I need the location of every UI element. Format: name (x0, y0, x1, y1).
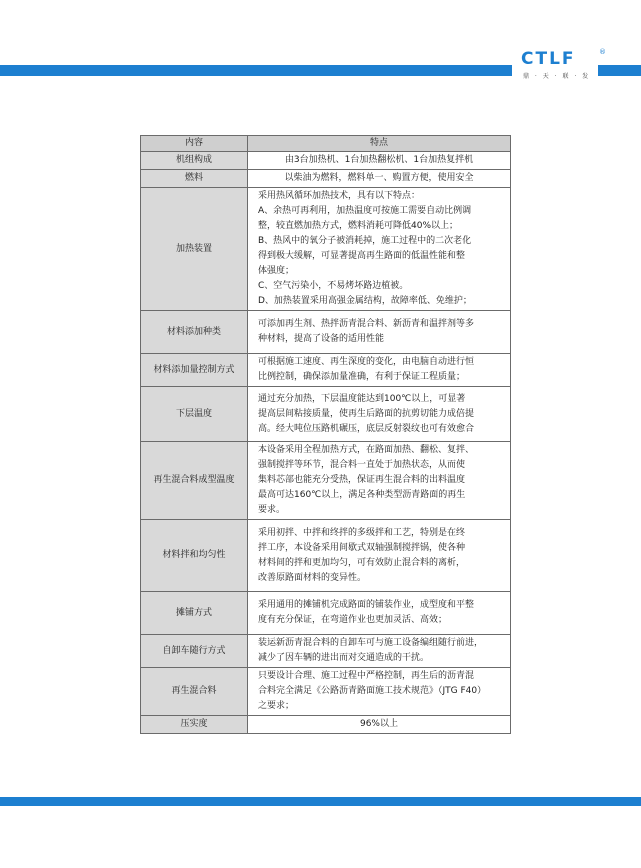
table-row (141, 311, 511, 354)
logo-text: CTLF (521, 49, 576, 69)
row-feature (248, 311, 511, 354)
header-features: 特点 (248, 136, 511, 152)
feature-line: 材料间的拌和更加均匀，可有效防止混合料的离析， (258, 557, 466, 568)
feature-line: 以柴油为燃料，燃料单一、购置方便，使用安全 (284, 173, 474, 183)
table-row (141, 387, 511, 442)
row-feature (248, 520, 511, 592)
feature-line: 可添加再生剂、热拌沥青混合料、新沥青和温拌剂等多 (258, 319, 475, 329)
row-feature (248, 188, 511, 311)
feature-line: 要求。 (258, 505, 286, 515)
feature-line: 96%以上 (359, 719, 398, 729)
feature-line: 提高层间粘接质量，使再生后路面的抗剪切能力成倍提 (258, 408, 475, 419)
table-row (141, 442, 511, 520)
registered-mark: ® (599, 48, 606, 56)
row-feature (248, 716, 511, 734)
table-body (141, 152, 511, 734)
feature-line: 拌工序，本设备采用间歇式双轴强制搅拌锅，使各种 (258, 542, 466, 553)
feature-line: 强制搅拌等环节，混合料一直处于加热状态，从而使 (258, 460, 466, 470)
feature-line: 装运新沥青混合料的自卸车可与施工设备编组随行前进， (258, 638, 484, 648)
bottom-accent-band (0, 797, 641, 806)
row-label: 再生混合料成型温度 (141, 442, 248, 520)
row-feature (248, 635, 511, 668)
row-feature (248, 592, 511, 635)
table-row (141, 354, 511, 387)
row-label: 自卸车随行方式 (141, 635, 248, 668)
row-feature (248, 387, 511, 442)
feature-line: B、热风中的氧分子被消耗掉，施工过程中的二次老化 (258, 236, 472, 246)
feature-line: 只要设计合理、施工过程中严格控制，再生后的沥青混 (258, 671, 475, 681)
brand-logo (521, 50, 613, 82)
row-feature (248, 170, 511, 188)
feature-line: A、余热可再利用，加热温度可按施工需要自动比例调 (258, 206, 472, 216)
feature-line: 合料完全满足《公路沥青路面施工技术规范》（JTG F40） (258, 686, 487, 696)
feature-line: 体强度； (258, 266, 295, 276)
feature-line: 采用通用的摊铺机完成路面的铺装作业，成型度和平整 (258, 600, 475, 610)
row-feature (248, 442, 511, 520)
feature-line: 之要求； (258, 701, 295, 711)
table-header-row (141, 136, 511, 152)
row-label: 材料拌和均匀性 (141, 520, 248, 592)
table-row (141, 152, 511, 170)
feature-line: 本设备采用全程加热方式，在路面加热、翻松、复拌、 (258, 445, 475, 455)
specification-table (140, 135, 511, 734)
feature-line: 可根据施工速度、再生深度的变化，由电脑自动进行恒 (258, 357, 475, 367)
table-row (141, 592, 511, 635)
row-feature (248, 354, 511, 387)
feature-line: 由3台加热机、1台加热翻松机、1台加热复拌机 (284, 155, 474, 165)
row-label: 机组构成 (141, 152, 248, 170)
row-label: 压实度 (141, 716, 248, 734)
feature-line: 减少了因车辆的进出而对交通造成的干扰。 (258, 653, 430, 663)
header-content: 内容 (141, 136, 248, 152)
feature-line: D、加热装置采用高强金属结构，故障率低、免维护； (258, 296, 472, 306)
table-row (141, 188, 511, 311)
table-row (141, 635, 511, 668)
feature-line: 得到极大缓解，可显著提高再生路面的低温性能和整 (258, 251, 466, 261)
feature-line: 最高可达160℃以上，满足各种类型沥青路面的再生 (258, 490, 466, 500)
row-label: 下层温度 (141, 387, 248, 442)
feature-line: 改善原路面材料的变异性。 (258, 572, 367, 583)
table-row (141, 520, 511, 592)
feature-line: 高。经大吨位压路机碾压，底层反射裂纹也可有效愈合 (258, 423, 475, 434)
row-label: 材料添加量控制方式 (141, 354, 248, 387)
feature-line: 整，较直燃加热方式，燃料消耗可降低40%以上； (258, 221, 459, 231)
feature-line: 采用初拌、中拌和终拌的多级拌和工艺，特别是在终 (258, 527, 466, 538)
feature-line: C、空气污染小，不易烤坏路边植被。 (258, 281, 409, 291)
feature-line: 集料芯部也能充分受热，保证再生混合料的出料温度 (258, 475, 466, 485)
feature-line: 采用热风循环加热技术，具有以下特点： (258, 191, 421, 201)
row-label: 加热装置 (141, 188, 248, 311)
row-label: 摊铺方式 (141, 592, 248, 635)
feature-line: 度有充分保证，在弯道作业也更加灵活、高效； (258, 615, 448, 625)
feature-line: 通过充分加热，下层温度能达到100℃以上，可显著 (258, 393, 466, 404)
row-label: 再生混合料 (141, 668, 248, 716)
row-label: 燃料 (141, 170, 248, 188)
table-row (141, 716, 511, 734)
row-label: 材料添加种类 (141, 311, 248, 354)
feature-line: 种材料，提高了设备的适用性能 (258, 334, 385, 344)
row-feature (248, 152, 511, 170)
logo-tagline: 鼎 · 天 · 联 · 发 (523, 73, 591, 80)
table-row (141, 668, 511, 716)
table-row (141, 170, 511, 188)
row-feature (248, 668, 511, 716)
feature-line: 比例控制，确保添加量准确，有利于保证工程质量； (258, 372, 466, 382)
